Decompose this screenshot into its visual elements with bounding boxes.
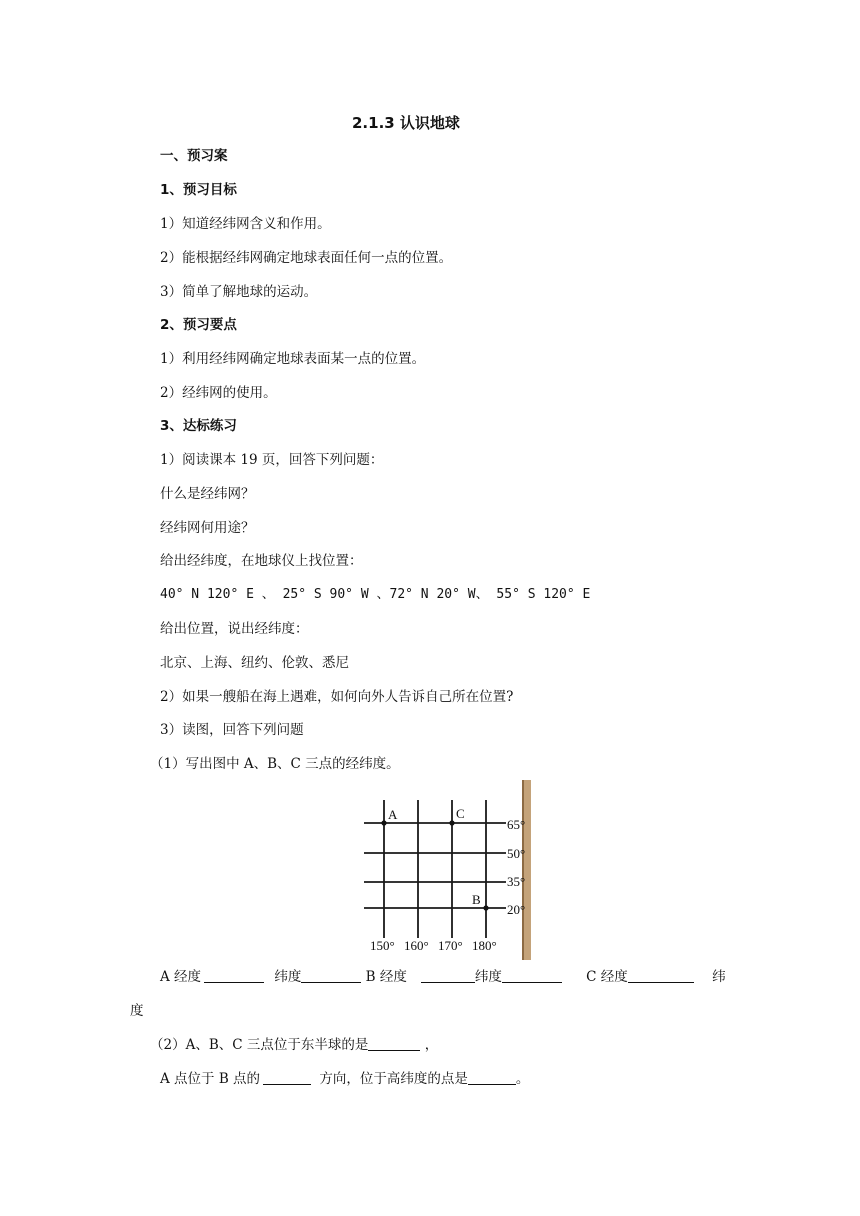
lon-label-170: 170° (438, 938, 463, 953)
answer-line-1 (160, 968, 726, 986)
a-latitude-label: 纬度 (274, 969, 302, 985)
c-latitude-label-part1: 纬 (712, 969, 726, 985)
question-comma: ， (424, 1037, 439, 1053)
b-longitude-label: B 经度 (365, 969, 407, 985)
a-longitude-label: A 经度 (160, 969, 202, 985)
subsection-exercises: 3、达标练习 (160, 418, 237, 434)
city-list: 北京、上海、纽约、伦敦、悉尼 (160, 655, 349, 671)
subsection-key-points: 2、预习要点 (160, 317, 237, 333)
point-c-label: C (456, 806, 465, 821)
direction-question: A 点位于 B 点的 (160, 1071, 261, 1087)
c-latitude-label-part2: 度 (130, 1003, 144, 1019)
point-1: 1）利用经纬网确定地球表面某一点的位置。 (160, 351, 426, 367)
exercise-3-part-2 (150, 1036, 438, 1054)
a-latitude-blank[interactable] (301, 968, 361, 983)
exercise-3-part-3 (160, 1070, 529, 1088)
goal-2: 2）能根据经纬网确定地球表面任何一点的位置。 (160, 250, 453, 266)
graticule-figure (356, 780, 531, 960)
lon-label-150: 150° (370, 938, 395, 953)
question-use: 经纬网何用途？ (160, 520, 255, 536)
lon-label-180: 180° (472, 938, 497, 953)
point-b-marker (483, 905, 488, 910)
exercise-3-part-1: （1）写出图中 A、B、C 三点的经纬度。 (150, 756, 400, 772)
exercise-3: 3）读图，回答下列问题 (160, 722, 304, 738)
goal-3: 3）简单了解地球的运动。 (160, 284, 318, 300)
lon-label-160: 160° (404, 938, 429, 953)
point-a-label: A (388, 807, 398, 822)
subsection-goals: 1、预习目标 (160, 182, 237, 198)
section-preview: 一、预习案 (160, 148, 228, 164)
exercise-2: 2）如果一艘船在海上遇难，如何向外人告诉自己所在位置? (160, 689, 514, 705)
eastern-hemisphere-question: （2）A、B、C 三点位于东半球的是 (150, 1037, 369, 1053)
c-longitude-label: C 经度 (586, 969, 628, 985)
question-find-location: 给出经纬度，在地球仪上找位置： (160, 553, 363, 569)
b-latitude-blank[interactable] (502, 968, 562, 983)
point-a-marker (381, 820, 386, 825)
goal-1: 1）知道经纬网含义和作用。 (160, 216, 331, 232)
point-c-marker (449, 820, 454, 825)
coordinate-list: 40° N 120° E 、 25° S 90° W 、72° N 20° W、 55° S 120° E (160, 587, 591, 602)
direction-blank[interactable] (263, 1070, 311, 1085)
page-title: 2.1.3 认识地球 (352, 114, 460, 132)
a-longitude-blank[interactable] (204, 968, 264, 983)
question-give-coords: 给出位置，说出经纬度： (160, 621, 309, 637)
eastern-hemisphere-blank[interactable] (368, 1036, 420, 1051)
question-period: 。 (515, 1071, 530, 1087)
question-graticule: 什么是经纬网？ (160, 486, 255, 502)
point-2: 2）经纬网的使用。 (160, 385, 277, 401)
b-longitude-blank[interactable] (421, 968, 475, 983)
high-latitude-question: 方向，位于高纬度的点是 (319, 1071, 468, 1087)
b-latitude-label: 纬度 (474, 969, 502, 985)
lat-label-20: 20° (507, 902, 526, 917)
point-b-label: B (472, 892, 481, 907)
lat-label-35: 35° (507, 874, 526, 889)
exercise-1: 1）阅读课本 19 页，回答下列问题： (160, 452, 384, 468)
high-latitude-blank[interactable] (468, 1070, 516, 1085)
c-longitude-blank[interactable] (628, 968, 694, 983)
lat-label-50: 50° (507, 846, 526, 861)
lat-label-65: 65° (507, 817, 526, 832)
